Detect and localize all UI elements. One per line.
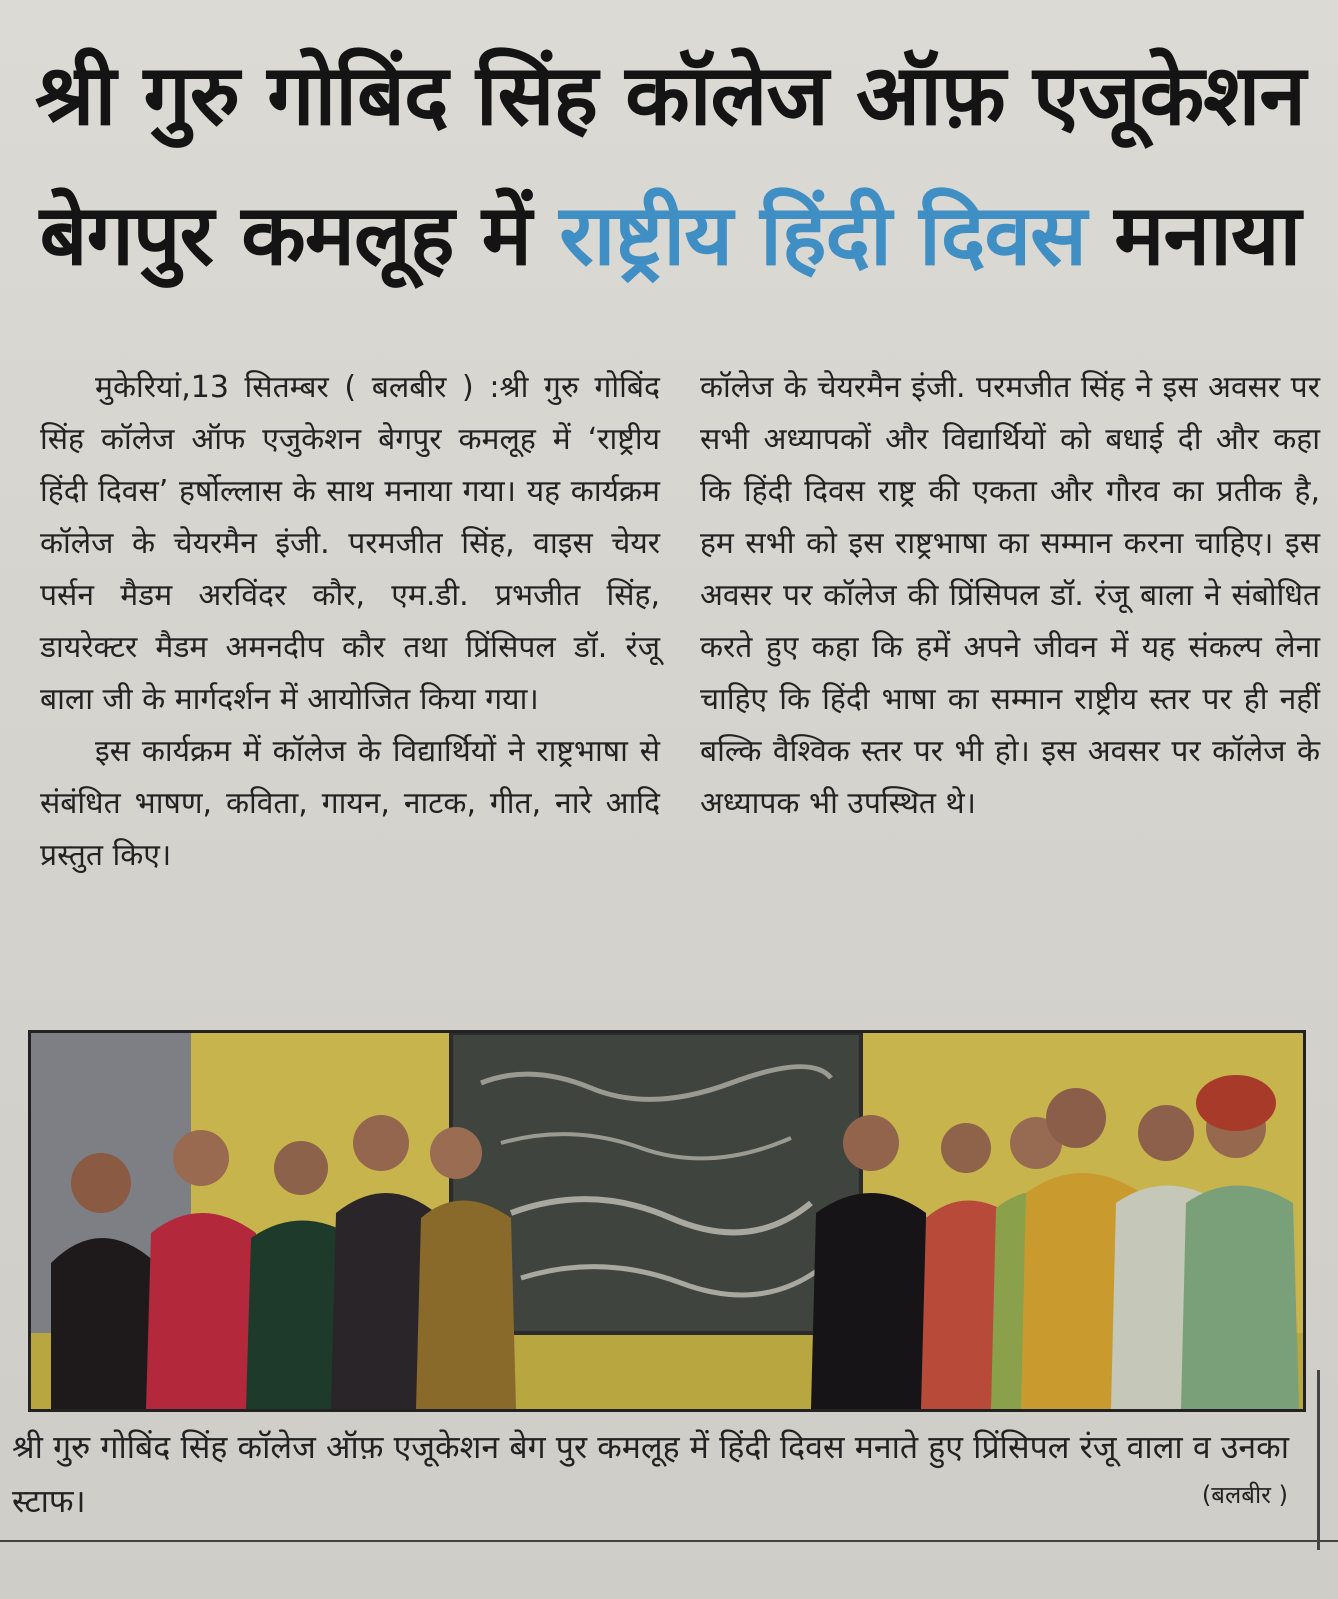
- headline-line-1-text: श्री गुरु गोबिंद सिंह कॉलेज ऑफ़ एजूकेशन: [34, 46, 1305, 144]
- article-paragraph-1: मुकेरियां,13 सितम्बर ( बलबीर ) :श्री गुरु गोबिंद सिंह कॉलेज ऑफ एजुकेशन बेगपुर कमलूह में ‘राष्ट्रीय हिंदी दिवस’ हर्षोल्लास के साथ मनाया गया। यह कार्यक्रम कॉलेज के चेयरमैन इंजी. परमजीत सिंह, वाइस चेयर पर्सन मैडम अरविंदर कौर, एम.डी. प्रभजीत सिंह, डायरेक्टर मैडम अमनदीप कौर तथा प्रिंसिपल डॉ. रंजू बाला जी के मार्गदर्शन में आयोजित किया गया।: [40, 370, 660, 717]
- headline-line-2-part2: मनाया: [1085, 186, 1301, 284]
- event-photo: [28, 1030, 1306, 1412]
- headline-line-2: [30, 175, 1310, 295]
- photo-caption: श्री गुरु गोबिंद सिंह कॉलेज ऑफ़ एजूकेशन बेग पुर कमलूह में हिंदी दिवस मनाते हुए प्रिंसिपल रंजू वाला व उनका स्टाफ।: [12, 1428, 1289, 1520]
- article-paragraph-2: इस कार्यक्रम में कॉलेज के विद्यार्थियों ने राष्ट्रभाषा से संबंधित भाषण, कविता, गायन, नाटक, गीत, नारे आदि प्रस्तुत किए।: [40, 734, 660, 873]
- article-column-right: [700, 362, 1320, 830]
- photo-credit: (बलबीर ): [1201, 1481, 1288, 1509]
- event-photo-illustration: [31, 1033, 1303, 1409]
- divider-line: [0, 1540, 1338, 1542]
- article-column-left: [40, 362, 660, 882]
- headline-line-1: [30, 40, 1310, 150]
- headline-line-2-part1: बेगपुर कमलूह में: [39, 186, 560, 284]
- headline-accent: राष्ट्रीय हिंदी दिवस: [559, 186, 1086, 284]
- article-paragraph-3: कॉलेज के चेयरमैन इंजी. परमजीत सिंह ने इस अवसर पर सभी अध्यापकों और विद्यार्थियों को बधाई दी और कहा कि हिंदी दिवस राष्ट्र की एकता और गौरव का प्रतीक है, हम सभी को इस राष्ट्रभाषा का सम्मान करना चाहिए। इस अवसर पर कॉलेज की प्रिंसिपल डॉ. रंजू बाला ने संबोधित करते हुए कहा कि हमें अपने जीवन में यह संकल्प लेना चाहिए कि हिंदी भाषा का सम्मान राष्ट्रीय स्तर पर ही नहीं बल्कि वैश्विक स्तर पर भी हो। इस अवसर पर कॉलेज के अध्यापक भी उपस्थित थे।: [700, 370, 1320, 821]
- page-edge-mark: [1317, 1370, 1320, 1550]
